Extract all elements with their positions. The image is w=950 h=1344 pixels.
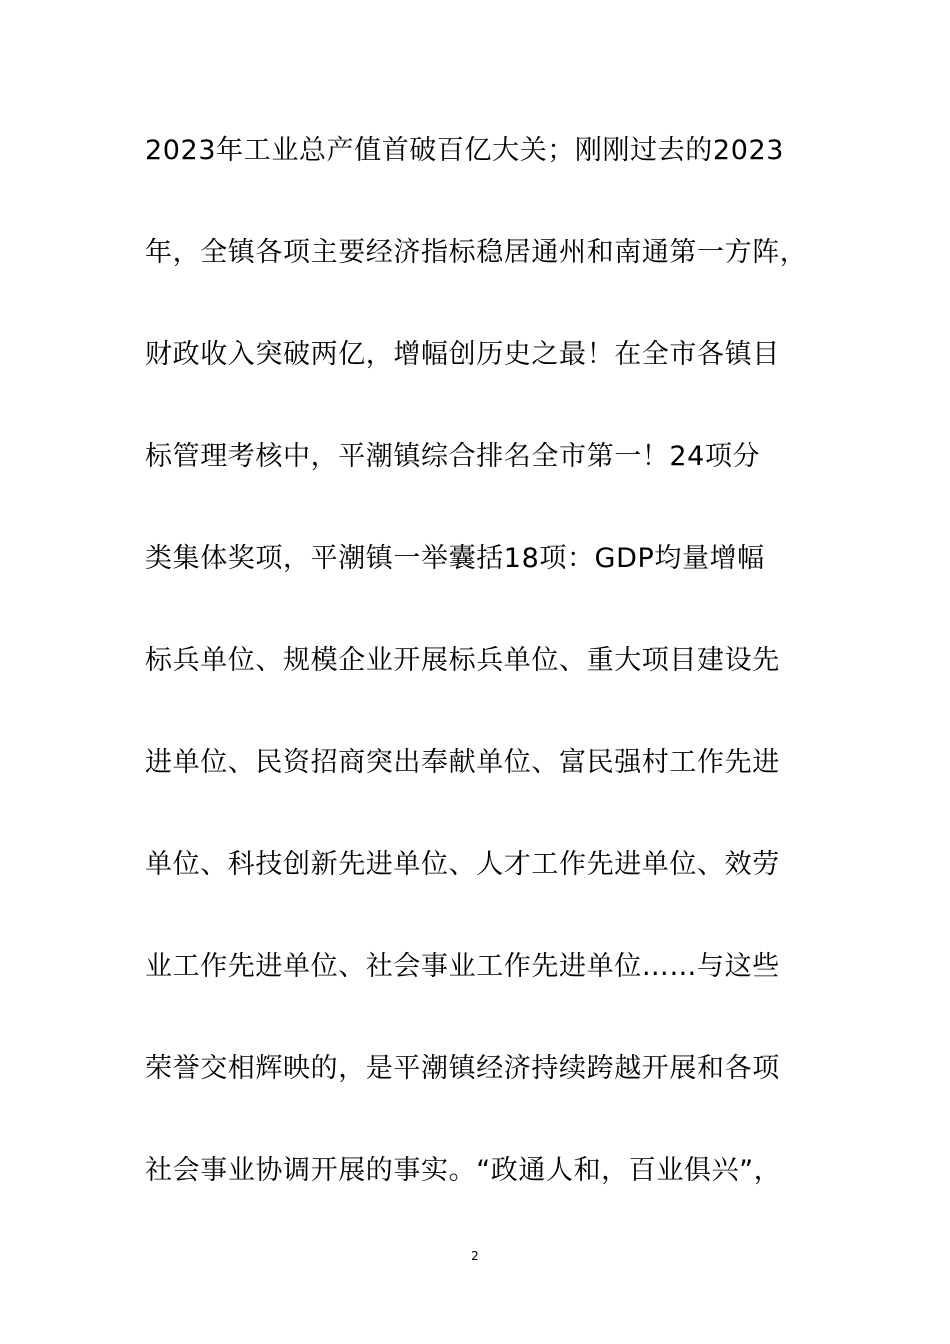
text-line: 进单位、民资招商突出奉献单位、富民强村工作先进 xyxy=(145,747,780,778)
text-line: 2023年工业总产值首破百亿大关；刚刚过去的2023 xyxy=(145,135,785,166)
text-line: 年，全镇各项主要经济指标稳居通州和南通第一方阵， xyxy=(145,237,808,268)
text-line: 标管理考核中，平潮镇综合排名全市第一！24项分 xyxy=(145,441,761,472)
text-line: 类集体奖项，平潮镇一举囊括18项：GDP均量增幅 xyxy=(145,543,765,574)
body-text xyxy=(145,126,815,1248)
text-line: 标兵单位、规模企业开展标兵单位、重大项目建设先 xyxy=(145,645,780,676)
text-line: 财政收入突破两亿，增幅创历史之最！在全市各镇目 xyxy=(145,339,780,370)
text-line: 社会事业协调开展的事实。“政通人和，百业俱兴”， xyxy=(145,1155,782,1186)
text-line: 单位、科技创新先进单位、人才工作先进单位、效劳 xyxy=(145,849,780,880)
page-number: 2 xyxy=(471,1249,479,1263)
text-line: 业工作先进单位、社会事业工作先进单位……与这些 xyxy=(145,951,780,982)
text-line: 荣誉交相辉映的，是平潮镇经济持续跨越开展和各项 xyxy=(145,1053,780,1084)
